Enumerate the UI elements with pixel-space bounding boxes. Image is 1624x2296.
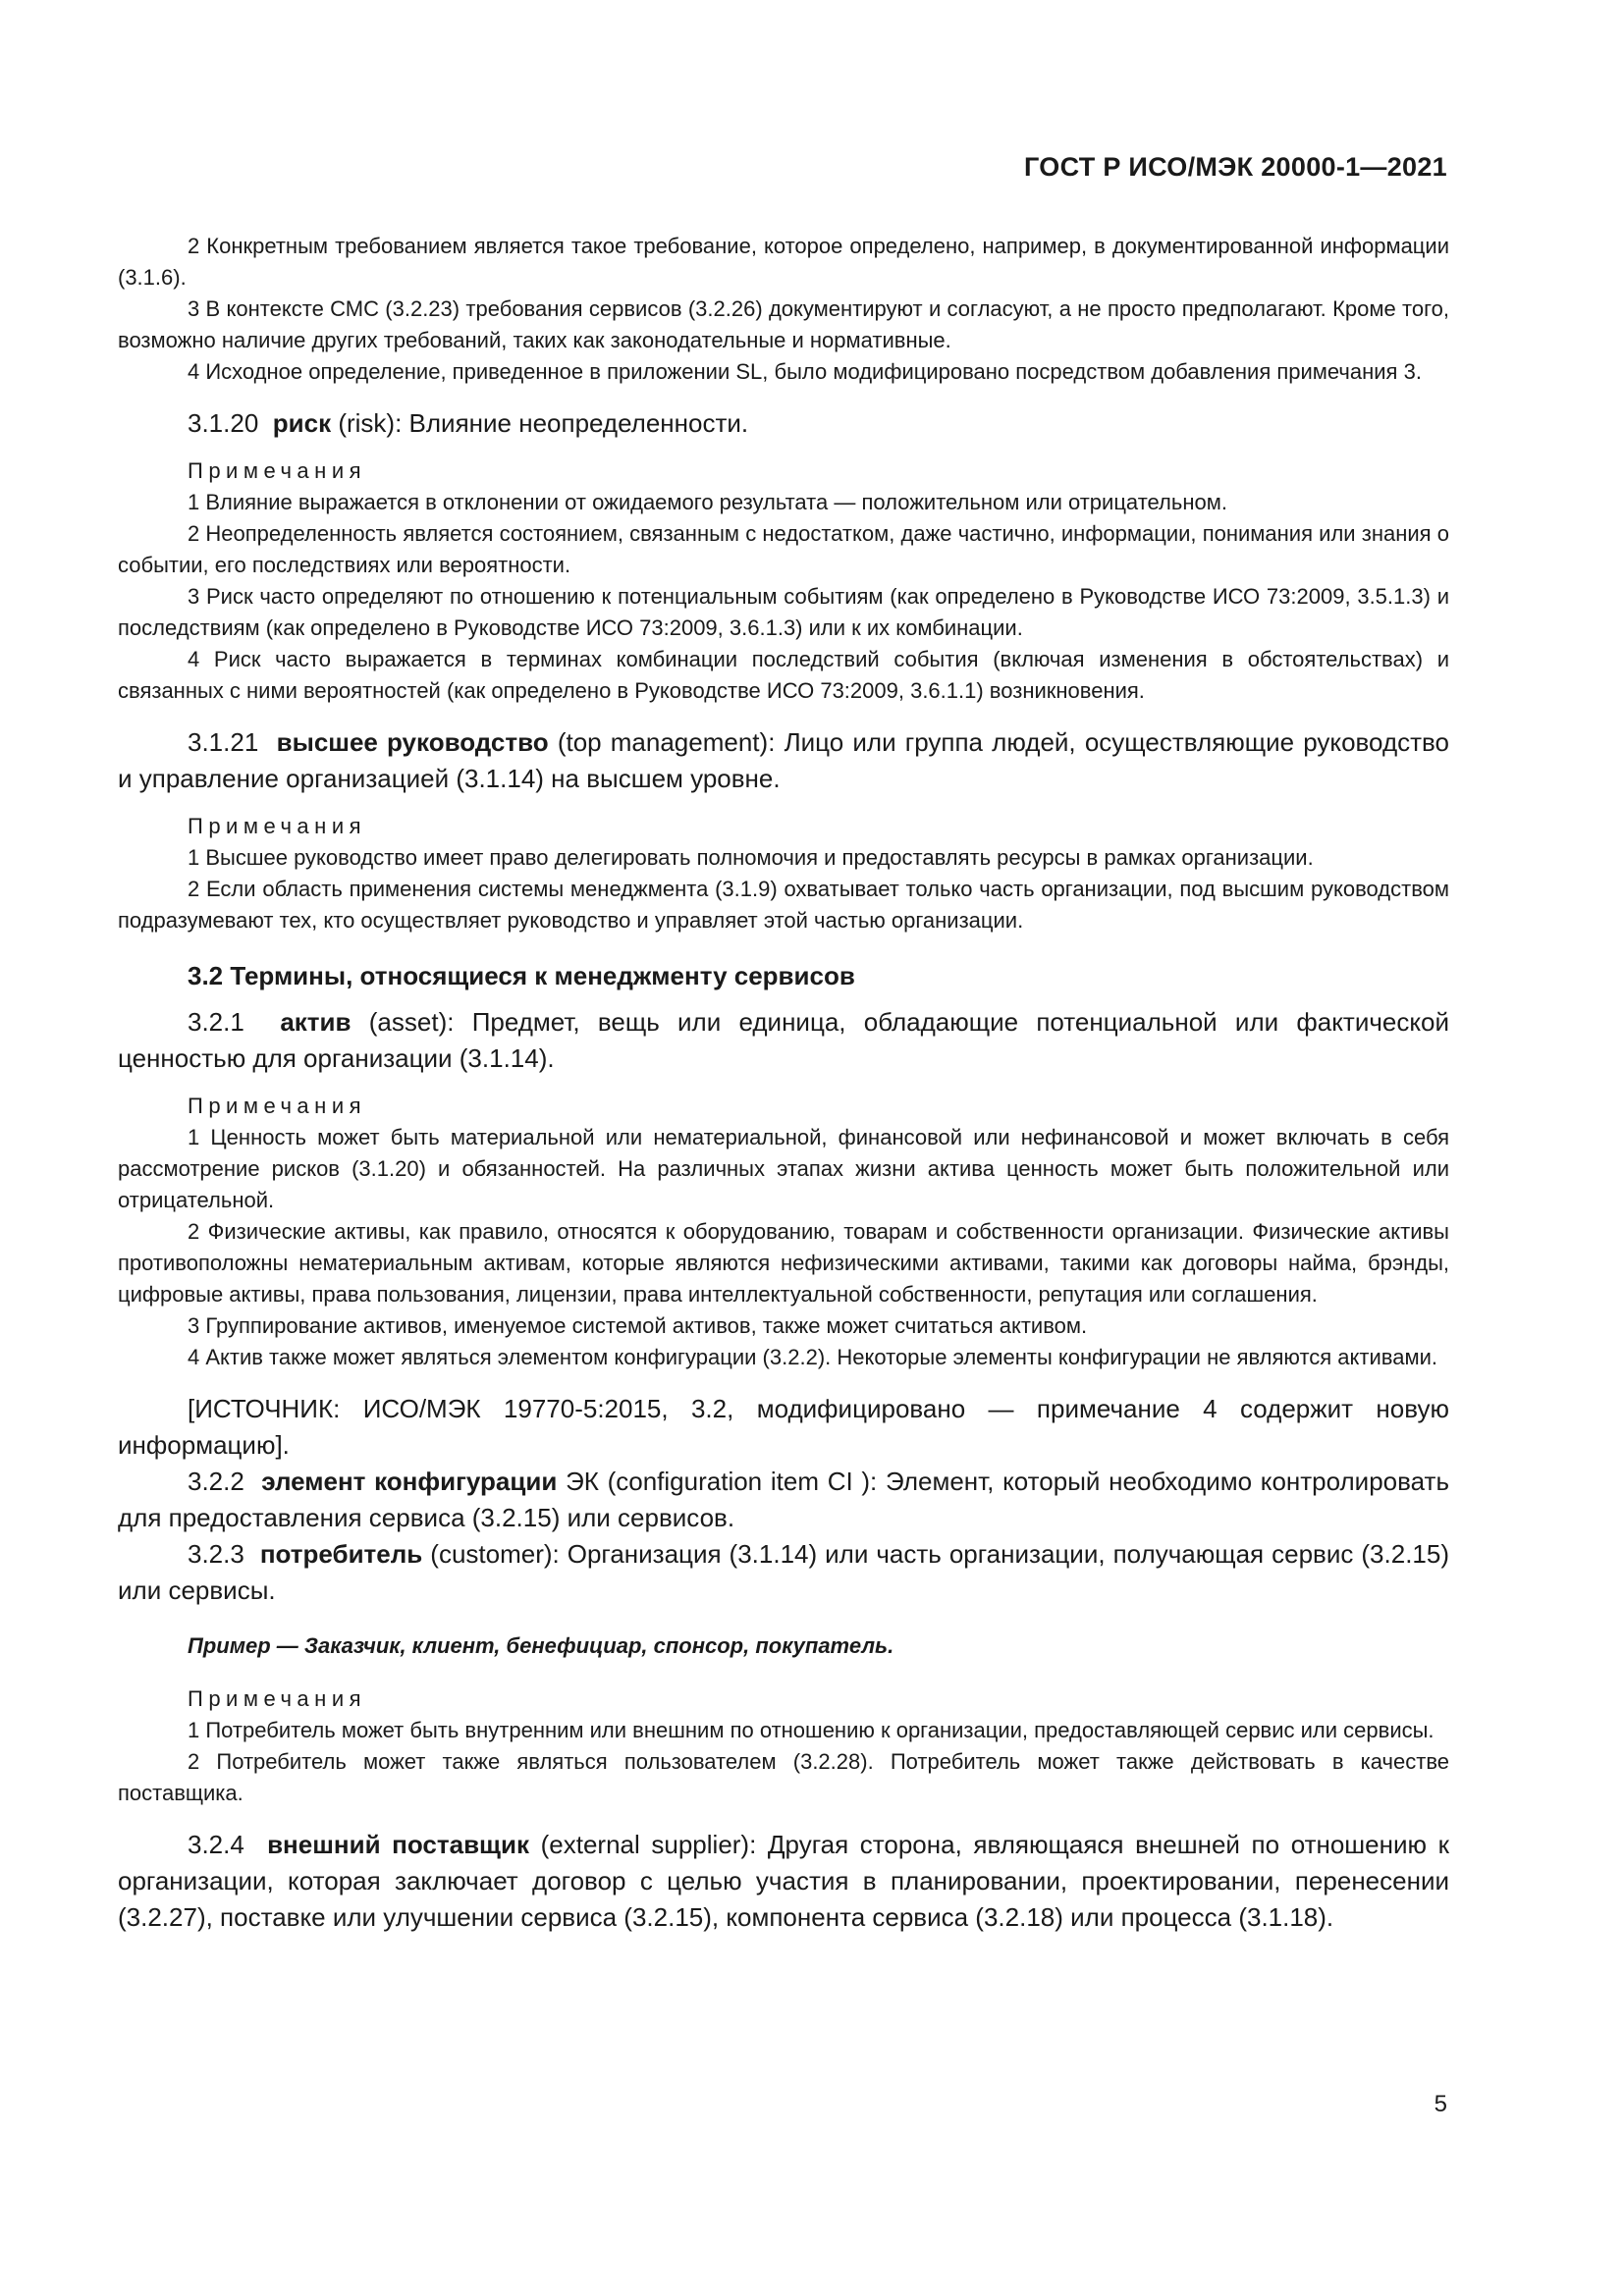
term-name: высшее руководство — [276, 727, 549, 757]
notes-heading: Примечания — [188, 458, 367, 483]
note-paragraph: 2 Потребитель может также являться пользователем (3.2.28). Потребитель может также действовать в качестве поставщика. — [118, 1749, 1449, 1805]
note-paragraph: 1 Потребитель может быть внутренним или внешним по отношению к организации, предоставляющей сервис или сервисы. — [188, 1718, 1435, 1742]
term-text: (external supplier): Другая сторона, являющаяся внешней по отношению к организации, которая заключает договор с целью участия в планировании, проектировании, перенесении (3.2.27), поставке или улучшении сервиса (3.2.15), компонента сервиса (3.2.18) или процесса (3.1.18). — [118, 1830, 1449, 1932]
note-paragraph: 1 Ценность может быть материальной или нематериальной, финансовой или нефинансовой и может включать в себя рассмотрение рисков (3.1.20) и обязанностей. На различных этапах жизни актива ценность может быть положительной или отрицательной. — [118, 1125, 1449, 1212]
page-content — [118, 231, 1449, 1936]
term-text: (customer): Организация (3.1.14) или часть организации, получающая сервис (3.2.15) или сервисы. — [118, 1539, 1450, 1605]
note-paragraph: 3 Риск часто определяют по отношению к потенциальным событиям (как определено в Руководстве ИСО 73:2009, 3.5.1.3) и последствиям (как определено в Руководстве ИСО 73:2009, 3.6.1.3) или к их комбинации. — [118, 584, 1449, 640]
note-paragraph: 3 Группирование активов, именуемое системой активов, также может считаться активом. — [188, 1313, 1088, 1338]
term-number: 3.2.2 — [188, 1467, 244, 1496]
term-definition-3-2-4 — [118, 1827, 1449, 1936]
term-number: 3.2.4 — [188, 1830, 244, 1859]
page-number: 5 — [1434, 2091, 1447, 2117]
section-heading-3-2: 3.2 Термины, относящиеся к менеджменту сервисов — [188, 961, 855, 990]
note-paragraph: 1 Влияние выражается в отклонении от ожидаемого результата — положительном или отрицательном. — [188, 490, 1227, 514]
term-name: риск — [272, 408, 332, 438]
note-paragraph: 2 Физические активы, как правило, относятся к оборудованию, товарам и собственности организации. Физические активы противоположны нематериальным активам, которые являются нефизическими активами, такими как договоры найма, брэнды, цифровые активы, права пользования, лицензии, права интеллектуальной собственности, репутация или соглашения. — [118, 1219, 1449, 1307]
term-number: 3.2.3 — [188, 1539, 244, 1569]
term-text: (risk): Влияние неопределенности. — [338, 408, 749, 438]
term-text: (top management): Лицо или группа людей, осуществляющие руководство и управление организацией (3.1.14) на высшем уровне. — [118, 727, 1450, 793]
example-text: Пример — Заказчик, клиент, бенефициар, спонсор, покупатель. — [188, 1633, 894, 1658]
term-name: внешний поставщик — [267, 1830, 529, 1859]
term-name: актив — [280, 1007, 352, 1037]
term-text: ЭК (configuration item CI ): Элемент, который необходимо контролировать для предоставления сервиса (3.2.15) или сервисов. — [118, 1467, 1449, 1532]
note-paragraph: 3 В контексте СМС (3.2.23) требования сервисов (3.2.26) документируют и согласуют, а не просто предполагают. Кроме того, возможно наличие других требований, таких как законодательные и нормативные. — [118, 296, 1449, 352]
note-paragraph: 4 Риск часто выражается в терминах комбинации последствий события (включая изменения в обстоятельствах) и связанных с ними вероятностей (как определено в Руководстве ИСО 73:2009, 3.6.1.1) возникновения. — [118, 647, 1449, 703]
term-text: (asset): Предмет, вещь или единица, обладающие потенциальной или фактической ценностью для организации (3.1.14). — [118, 1007, 1449, 1073]
note-paragraph: 1 Высшее руководство имеет право делегировать полномочия и предоставлять ресурсы в рамках организации. — [188, 845, 1314, 870]
term-definition-3-2-1 — [118, 1004, 1449, 1077]
note-paragraph: 2 Конкретным требованием является такое требование, которое определено, например, в документированной информации (3.1.6). — [118, 234, 1449, 290]
notes-heading: Примечания — [188, 1094, 367, 1118]
note-paragraph: 2 Если область применения системы менеджмента (3.1.9) охватывает только часть организации, под высшим руководством подразумевают тех, кто осуществляет руководство и управляет этой частью организации. — [118, 877, 1449, 933]
term-name: элемент конфигурации — [261, 1467, 558, 1496]
document-header: ГОСТ Р ИСО/МЭК 20000-1—2021 — [1024, 152, 1447, 182]
term-definition-3-1-20 — [118, 405, 1449, 442]
term-number: 3.2.1 — [188, 1007, 244, 1037]
note-paragraph: 2 Неопределенность является состоянием, связанным с недостатком, даже частично, информации, понимания или знания о событии, его последствиях или вероятности. — [118, 521, 1449, 577]
notes-heading: Примечания — [188, 814, 367, 838]
term-definition-3-2-3 — [118, 1536, 1449, 1609]
term-name: потребитель — [259, 1539, 423, 1569]
notes-heading: Примечания — [188, 1686, 367, 1711]
term-number: 3.1.20 — [188, 408, 259, 438]
term-definition-3-2-2 — [118, 1464, 1449, 1536]
note-paragraph: 4 Исходное определение, приведенное в приложении SL, было модифицировано посредством добавления примечания 3. — [188, 359, 1422, 384]
term-number: 3.1.21 — [188, 727, 259, 757]
source-reference: [ИСТОЧНИК: ИСО/МЭК 19770-5:2015, 3.2, модифицировано — примечание 4 содержит новую информацию]. — [118, 1394, 1449, 1460]
note-paragraph: 4 Актив также может являться элементом конфигурации (3.2.2). Некоторые элементы конфигурации не являются активами. — [188, 1345, 1437, 1369]
term-definition-3-1-21 — [118, 724, 1449, 797]
